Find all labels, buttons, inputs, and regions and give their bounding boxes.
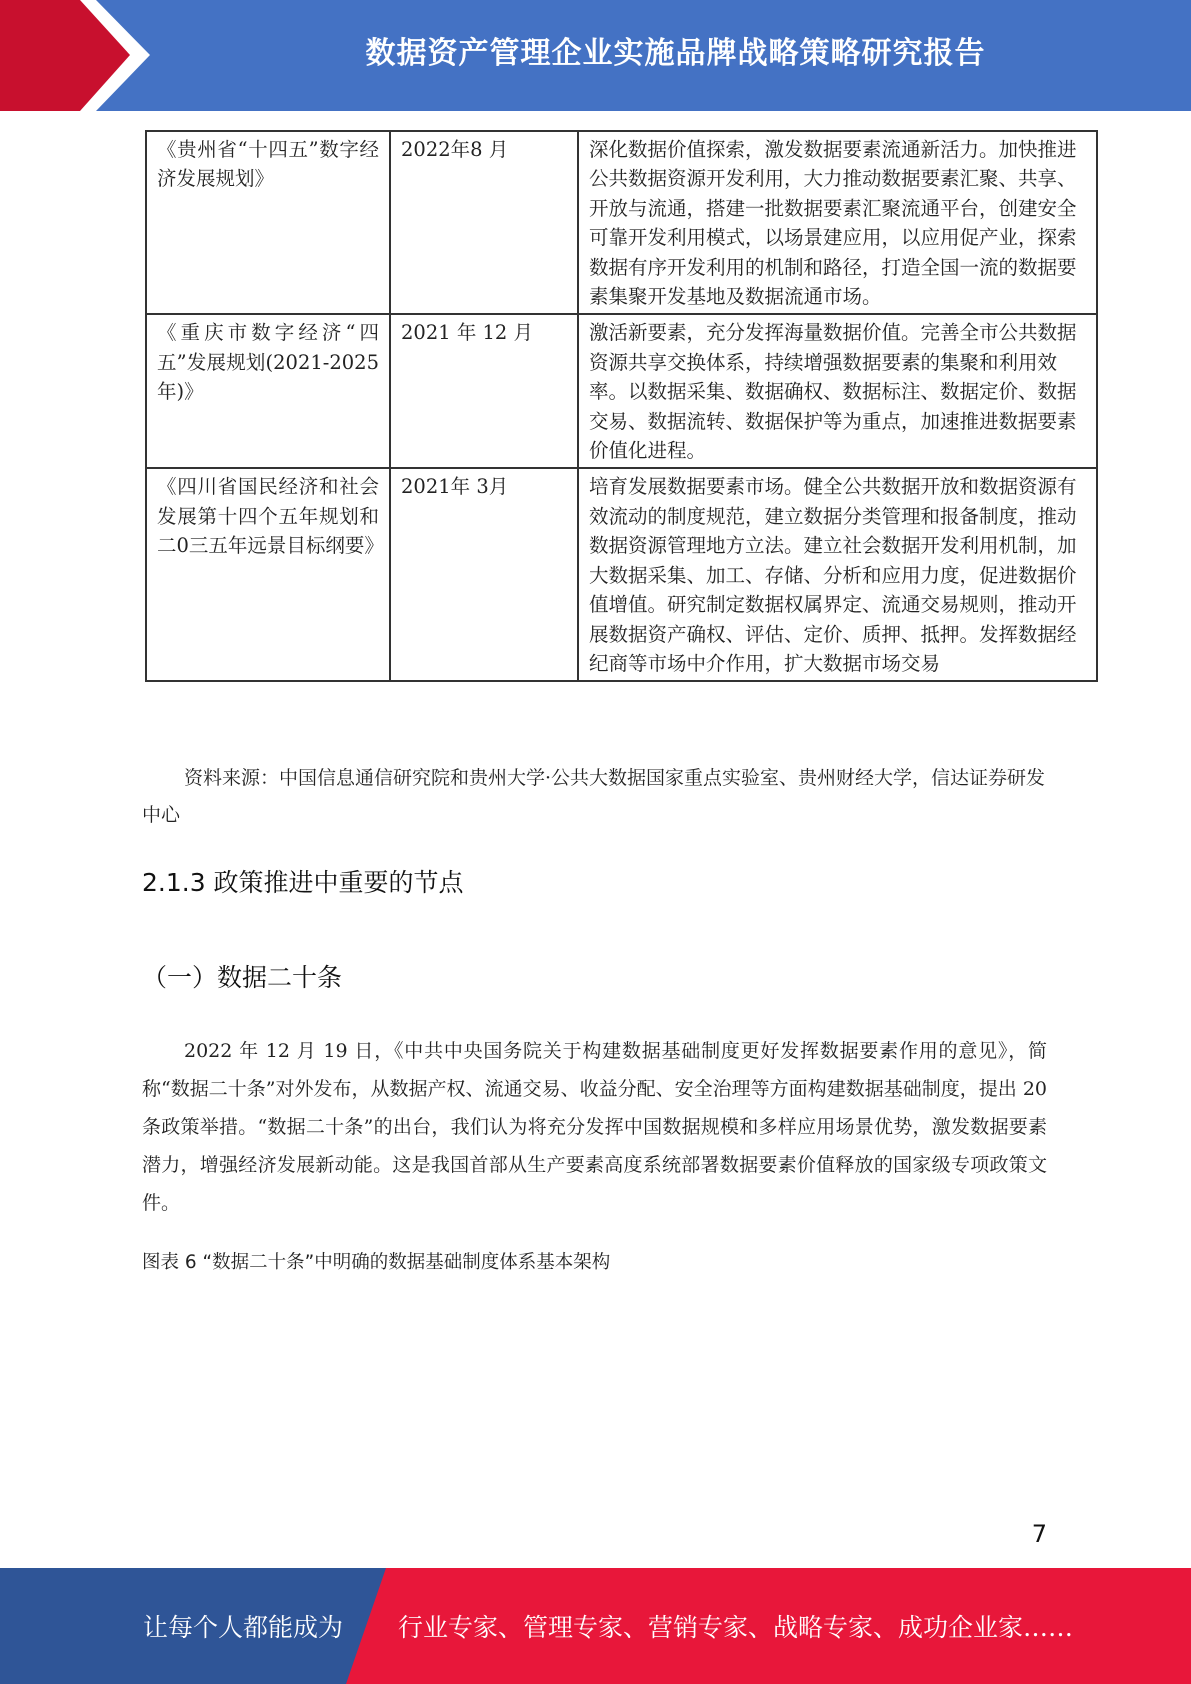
policy-name-cell: 《重庆市数字经济“四五”发展规划(2021-2025年)》 — [146, 314, 390, 468]
policy-date-cell: 2021年 3月 — [390, 468, 578, 681]
policy-desc-cell: 深化数据价值探索，激发数据要素流通新活力。加快推进公共数据资源开发利用，大力推动数据要素汇聚、共享、开放与流通，搭建一批数据要素汇聚流通平台，创建安全可靠开发利用模式，以场景建应用，以应用促产业，探索数据有序开发利用的机制和路径，打造全国一流的数据要素集聚开发基地及数据流通市场。 — [578, 131, 1097, 314]
policy-date-cell: 2022年8 月 — [390, 131, 578, 314]
table-row — [146, 314, 1097, 468]
body-paragraph: 2022 年 12 月 19 日，《中共中央国务院关于构建数据基础制度更好发挥数据要素作用的意见》，简称“数据二十条”对外发布，从数据产权、流通交易、收益分配、安全治理等方面构建数据基础制度，提出 20 条政策举措。“数据二十条”的出台，我们认为将充分发挥中国数据规模和多样应用场景优势，激发数据要素潜力，增强经济发展新动能。这是我国首部从生产要素高度系统部署数据要素价值释放的国家级专项政策文件。 — [142, 1040, 1047, 1214]
table-row — [146, 468, 1097, 681]
policy-desc-cell: 激活新要素，充分发挥海量数据价值。完善全市公共数据资源共享交换体系，持续增强数据要素的集聚和利用效率。以数据采集、数据确权、数据标注、数据定价、数据交易、数据流转、数据保护等为重点，加速推进数据要素价值化进程。 — [578, 314, 1097, 468]
subsection-heading: （一）数据二十条 — [142, 963, 343, 992]
section-heading: 2.1.3 政策推进中重要的节点 — [142, 868, 464, 897]
figure-caption: 图表 6 “数据二十条”中明确的数据基础制度体系基本架构 — [142, 1252, 611, 1273]
report-title: 数据资产管理企业实施品牌战略策略研究报告 — [365, 36, 986, 71]
table-row — [146, 131, 1097, 314]
policy-desc-cell — [578, 468, 1097, 681]
policy-date-cell: 2021 年 12 月 — [390, 314, 578, 468]
page-footer — [0, 1568, 1191, 1684]
footer-slogan-left: 让每个人都能成为 — [143, 1613, 344, 1642]
policy-name-cell: 《四川省国民经济和社会发展第十四个五年规划和二0三五年远景目标纲要》 — [146, 468, 390, 681]
source-note: 资料来源：中国信息通信研究院和贵州大学·公共大数据国家重点实验室、贵州财经大学，信达证券研发中心 — [142, 767, 1046, 826]
policy-desc-text: 培育发展数据要素市场。健全公共数据开放和数据资源有效流动的制度规范，建立数据分类管理和报备制度，推动数据资源管理地方立法。建立社会数据开发利用机制，加大数据采集、加工、存储、分析和应用力度，促进数据价值增值。研究制定数据权属界定、流通交易规则，推动开展数据资产确权、评估、定价、质押、抵押。发挥数据经纪商等市场中介作用，扩大数据市场交易 — [589, 475, 1077, 675]
policy-name-cell: 《贵州省“十四五”数字经济发展规划》 — [146, 131, 390, 314]
page-header — [0, 0, 1191, 111]
page-number: 7 — [1031, 1520, 1047, 1548]
policy-table — [145, 130, 1098, 682]
footer-slogan-right: 行业专家、管理专家、营销专家、战略专家、成功企业家…… — [398, 1613, 1074, 1642]
